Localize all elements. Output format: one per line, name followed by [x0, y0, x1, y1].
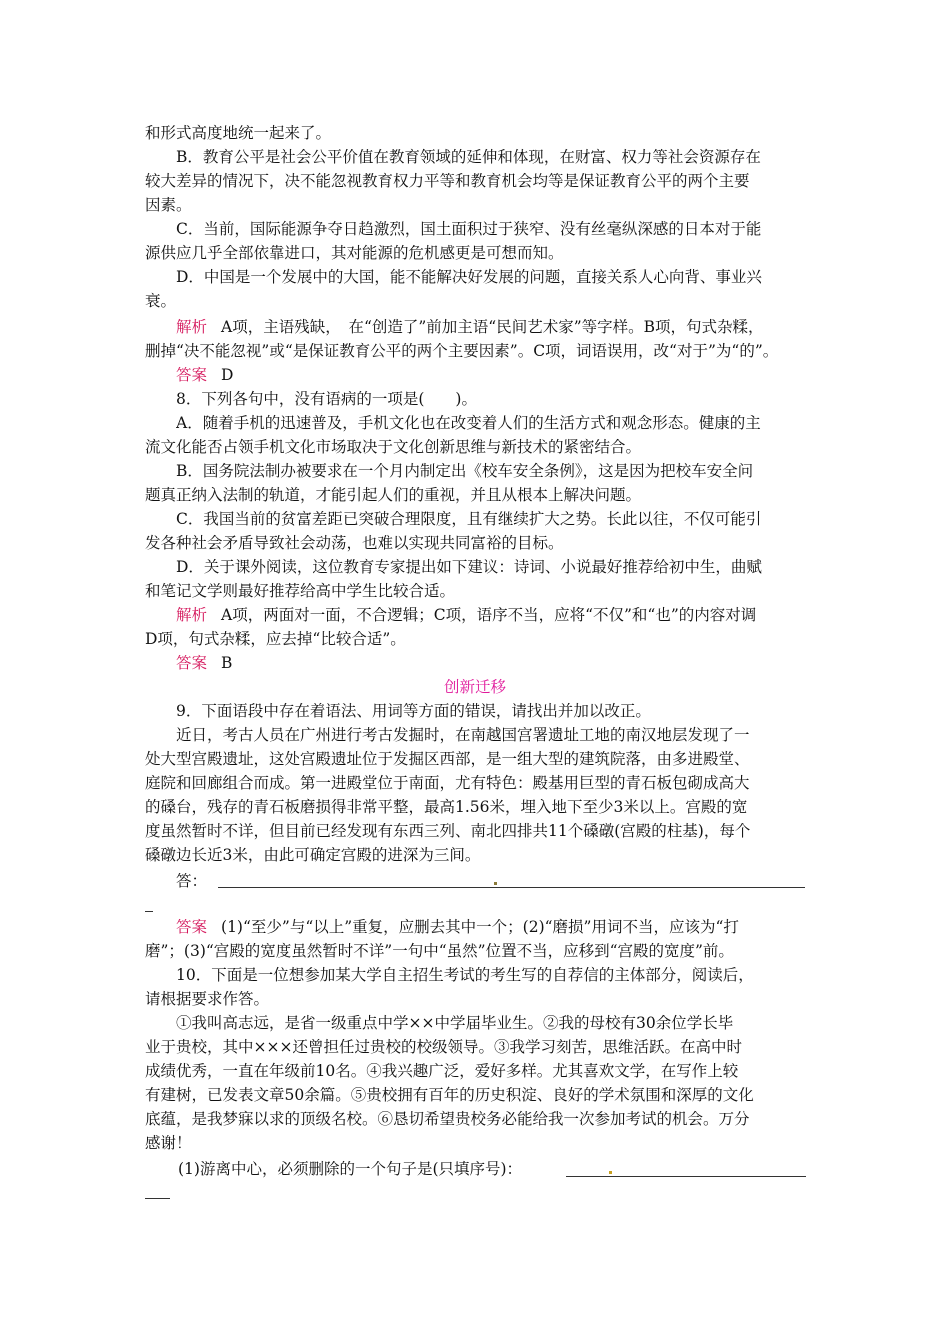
analysis-text: A项，两面对一面，不合逻辑；C项，语序不当，应将“不仅”和“也”的内容对调 — [221, 606, 757, 624]
answer-line — [176, 364, 816, 386]
text-line: 删掉“决不能忽视”或“是保证教育公平的两个主要因素”。C项，词语误用，改“对于”为“的”。 — [145, 342, 779, 360]
text-line: 磨”；(3)“宫殿的宽度虽然暂时不详”一句中“虽然”位置不当，应移到“宫殿的宽度”前。 — [145, 942, 734, 960]
sub-question-1: (1)游离中心，必须删除的一个句子是(只填序号)： — [178, 1160, 523, 1178]
text-line: 衰。 — [145, 292, 177, 310]
option-d: D．中国是一个发展中的大国，能不能解决好发展的问题，直接关系人心向背、事业兴 — [176, 268, 762, 286]
question-8: 8．下列各句中，没有语病的一项是( )。 — [176, 390, 477, 408]
answer-label: 答案 — [176, 654, 208, 672]
answer-blank[interactable] — [218, 887, 805, 888]
text-line: 请根据要求作答。 — [145, 990, 270, 1008]
answer-label: 答案 — [176, 918, 208, 936]
text-line: 源供应几乎全部依靠进口，其对能源的危机感更是可想而知。 — [145, 244, 564, 262]
answer-text: B — [221, 654, 233, 672]
analysis-label: 解析 — [176, 318, 208, 336]
option-a: A．随着手机的迅速普及，手机文化也在改变着人们的生活方式和观念形态。健康的主 — [176, 414, 761, 432]
answer-blank[interactable] — [566, 1176, 806, 1177]
option-d: D．关于课外阅读，这位教育专家提出如下建议：诗词、小说最好推荐给初中生，曲赋 — [176, 558, 762, 576]
passage-line: 度虽然暂时不详，但目前已经发现有东西三列、南北四排共11个磉礅(宫殿的柱基)，每个 — [145, 822, 751, 840]
analysis-line — [176, 604, 816, 626]
text-line: 流文化能否占领手机文化市场取决于文化创新思维与新技术的紧密结合。 — [145, 438, 642, 456]
option-c: C．我国当前的贫富差距已突破合理限度，且有继续扩大之势。长此以往，不仅可能引 — [176, 510, 762, 528]
text-line: 和笔记文学则最好推荐给高中学生比较合适。 — [145, 582, 456, 600]
answer-text: D — [221, 366, 234, 384]
answer-blank-tail — [145, 1198, 170, 1199]
letter-line: 业于贵校，其中×××还曾担任过贵校的校级领导。③我学习刻苦，思维活跃。在高中时 — [145, 1038, 742, 1056]
analysis-label: 解析 — [176, 606, 208, 624]
answer-blank-tail — [145, 911, 153, 912]
analysis-text: A项，主语残缺， 在“创造了”前加主语“民间艺术家”等字样。B项，句式杂糅， — [221, 318, 764, 336]
letter-line: ①我叫高志远，是省一级重点中学××中学届毕业生。②我的母校有30余位学长毕 — [176, 1014, 734, 1032]
answer-line — [176, 916, 816, 938]
mark-dot — [609, 1171, 612, 1174]
option-c: C．当前，国际能源争夺日趋激烈，国土面积过于狭窄、没有丝毫纵深感的日本对于能 — [176, 220, 762, 238]
text-line: 发各种社会矛盾导致社会动荡，也难以实现共同富裕的目标。 — [145, 534, 564, 552]
text-line: D项，句式杂糅，应去掉“比较合适”。 — [145, 630, 406, 648]
text-line: 因素。 — [145, 196, 192, 214]
section-heading: 创新迁移 — [443, 678, 506, 696]
answer-line — [176, 652, 816, 674]
answer-prompt: 答： — [176, 872, 208, 890]
text-line: 和形式高度地统一起来了。 — [145, 124, 332, 142]
letter-line: 感谢！ — [145, 1134, 192, 1152]
letter-line: 有建树，已发表文章50余篇。⑤贵校拥有百年的历史积淀、良好的学术氛围和深厚的文化 — [145, 1086, 754, 1104]
option-b: B．教育公平是社会公平价值在教育领域的延伸和体现，在财富、权力等社会资源存在 — [176, 148, 761, 166]
option-b: B．国务院法制办被要求在一个月内制定出《校车安全条例》，这是因为把校车安全问 — [176, 462, 754, 480]
answer-label: 答案 — [176, 366, 208, 384]
mark-dot — [494, 882, 497, 885]
passage-line: 处大型宫殿遗址，这处宫殿遗址位于发掘区西部，是一组大型的建筑院落，由多进殿堂、 — [145, 750, 750, 768]
passage-line: 近日，考古人员在广州进行考古发掘时，在南越国宫署遗址工地的南汉地层发现了一 — [176, 726, 750, 744]
answer-text: (1)“至少”与“以上”重复，应删去其中一个；(2)“磨损”用词不当，应该为“打 — [221, 918, 739, 936]
passage-line: 庭院和回廊组合而成。第一进殿堂位于南面，尤有特色：殿基用巨型的青石板包砌成高大 — [145, 774, 750, 792]
question-9: 9．下面语段中存在着语法、用词等方面的错误，请找出并加以改正。 — [176, 702, 651, 720]
letter-line: 成绩优秀，一直在年级前10名。④我兴趣广泛，爱好多样。尤其喜欢文学，在写作上较 — [145, 1062, 739, 1080]
passage-line: 的磉台，残存的青石板磨损得非常平整，最高1.56米，埋入地下至少3米以上。宫殿的宽 — [145, 798, 748, 816]
analysis-line — [176, 316, 816, 338]
passage-line: 磉礅边长近3米，由此可确定宫殿的进深为三间。 — [145, 846, 481, 864]
question-10: 10．下面是一位想参加某大学自主招生考试的考生写的自荐信的主体部分，阅读后， — [176, 966, 754, 984]
letter-line: 底蕴，是我梦寐以求的顶级名校。⑥恳切希望贵校务必能给我一次参加考试的机会。万分 — [145, 1110, 750, 1128]
text-line: 较大差异的情况下，决不能忽视教育权力平等和教育机会均等是保证教育公平的两个主要 — [145, 172, 750, 190]
text-line: 题真正纳入法制的轨道，才能引起人们的重视，并且从根本上解决问题。 — [145, 486, 642, 504]
